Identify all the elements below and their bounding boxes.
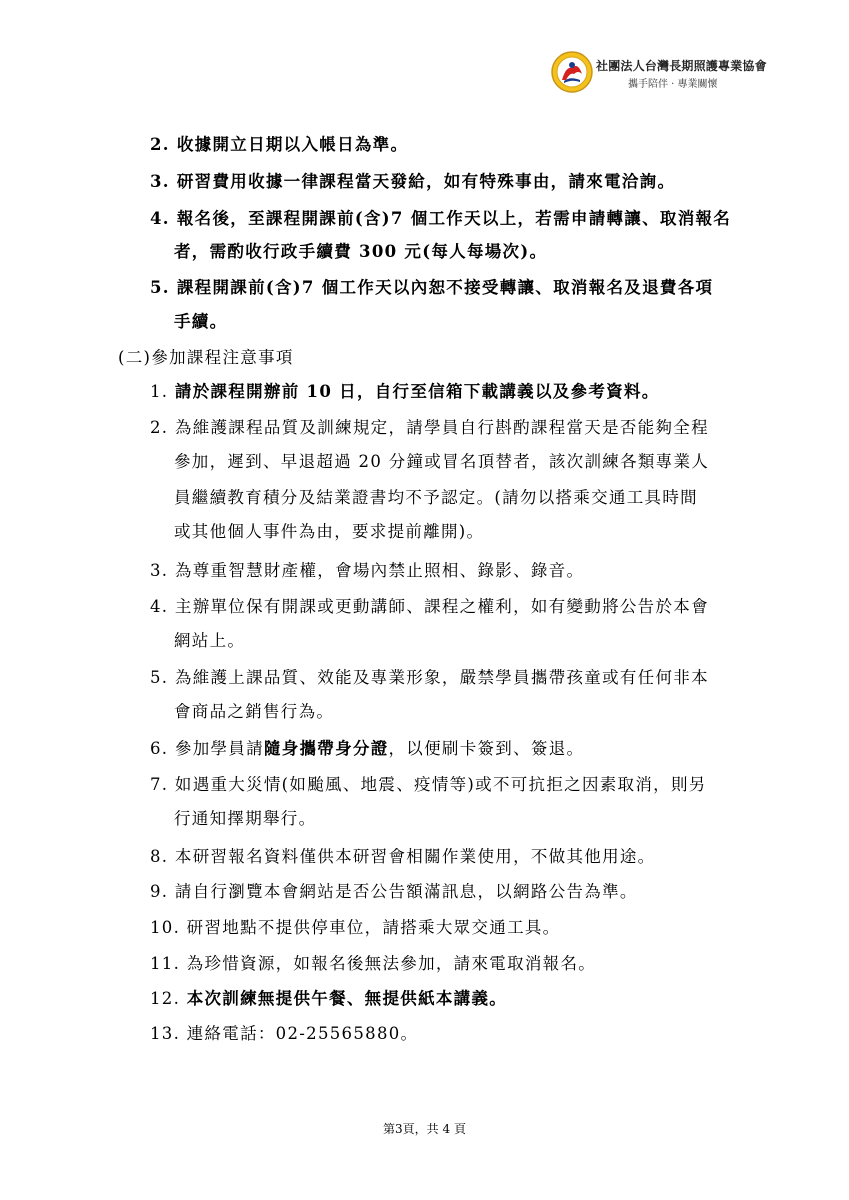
notice-item-7-line2: 行通知擇期舉行。 bbox=[174, 809, 317, 828]
page-header bbox=[550, 50, 810, 100]
section-heading: (二)參加課程注意事項 bbox=[118, 348, 294, 367]
notice-item-5-line1: 5. 為維護上課品質、效能及專業形象，嚴禁學員攜帶孩童或有任何非本 bbox=[150, 668, 709, 687]
note-item-4-line2: 者，需酌收行政手續費 300 元(每人每場次)。 bbox=[174, 242, 548, 261]
notice-item-4-line1: 4. 主辦單位保有開課或更動講師、課程之權利，如有變動將公告於本會 bbox=[150, 597, 709, 616]
notice-item-6-prefix: 6. 參加學員請 bbox=[150, 739, 264, 758]
notice-item-12-text: 本次訓練無提供午餐、無提供紙本講義。 bbox=[186, 989, 508, 1008]
note-item-5-line1: 5. 課程開課前(含)7 個工作天以內恕不接受轉讓、取消報名及退費各項 bbox=[150, 278, 714, 297]
notice-item-1-text: 請於課程開辦前 10 日，自行至信箱下載講義以及參考資料。 bbox=[174, 382, 660, 401]
notice-item-11: 11. 為珍惜資源，如報名後無法參加，請來電取消報名。 bbox=[150, 954, 597, 973]
notice-item-12 bbox=[150, 987, 507, 1011]
organization-slogan: 攜手陪伴 · 專業關懷 bbox=[628, 79, 718, 90]
notice-item-3: 3. 為尊重智慧財產權，會場內禁止照相、錄影、錄音。 bbox=[150, 561, 585, 580]
note-item-5-line2: 手續。 bbox=[174, 312, 228, 331]
organization-name: 社團法人台灣長期照護專業協會 bbox=[596, 59, 767, 73]
notice-item-2-line2: 參加，遲到、早退超過 20 分鐘或冒名頂替者，該次訓練各類專業人 bbox=[174, 452, 710, 471]
notice-item-7-line1: 7. 如遇重大災情(如颱風、地震、疫情等)或不可抗拒之因素取消，則另 bbox=[150, 775, 707, 794]
notice-item-2-line3: 員繼續教育積分及結業證書均不予認定。(請勿以搭乘交通工具時間 bbox=[174, 488, 698, 507]
notice-item-6-suffix: ，以便刷卡簽到、簽退。 bbox=[388, 739, 585, 758]
notice-item-1-number: 1. bbox=[150, 382, 175, 401]
notice-item-10: 10. 研習地點不提供停車位，請搭乘大眾交通工具。 bbox=[150, 918, 561, 937]
notice-item-2-line1: 2. 為維護課程品質及訓練規定，請學員自行斟酌課程當天是否能夠全程 bbox=[150, 418, 709, 437]
notice-item-13: 13. 連絡電話：02-25565880。 bbox=[150, 1024, 419, 1043]
page-number: 第3頁，共 4 頁 bbox=[383, 1122, 466, 1136]
notice-item-2-line4: 或其他個人事件為由，要求提前離開)。 bbox=[174, 522, 485, 541]
association-logo-icon bbox=[550, 50, 594, 94]
notice-item-8: 8. 本研習報名資料僅供本研習會相關作業使用，不做其他用途。 bbox=[150, 847, 656, 866]
notice-item-6 bbox=[150, 737, 584, 761]
notice-item-9: 9. 請自行瀏覽本會網站是否公告額滿訊息，以網路公告為準。 bbox=[150, 882, 638, 901]
notice-item-5-line2: 會商品之銷售行為。 bbox=[174, 702, 335, 721]
note-item-4-line1: 4. 報名後，至課程開課前(含)7 個工作天以上，若需申請轉讓、取消報名 bbox=[150, 209, 732, 228]
notice-item-1 bbox=[150, 380, 660, 404]
note-item-2: 2. 收據開立日期以入帳日為準。 bbox=[150, 135, 409, 154]
notice-item-12-number: 12. bbox=[150, 989, 187, 1008]
notice-item-4-line2: 網站上。 bbox=[174, 631, 246, 650]
notice-item-6-emphasis: 隨身攜帶身分證 bbox=[263, 739, 389, 758]
note-item-3: 3. 研習費用收據一律課程當天發給，如有特殊事由，請來電洽詢。 bbox=[150, 172, 676, 191]
